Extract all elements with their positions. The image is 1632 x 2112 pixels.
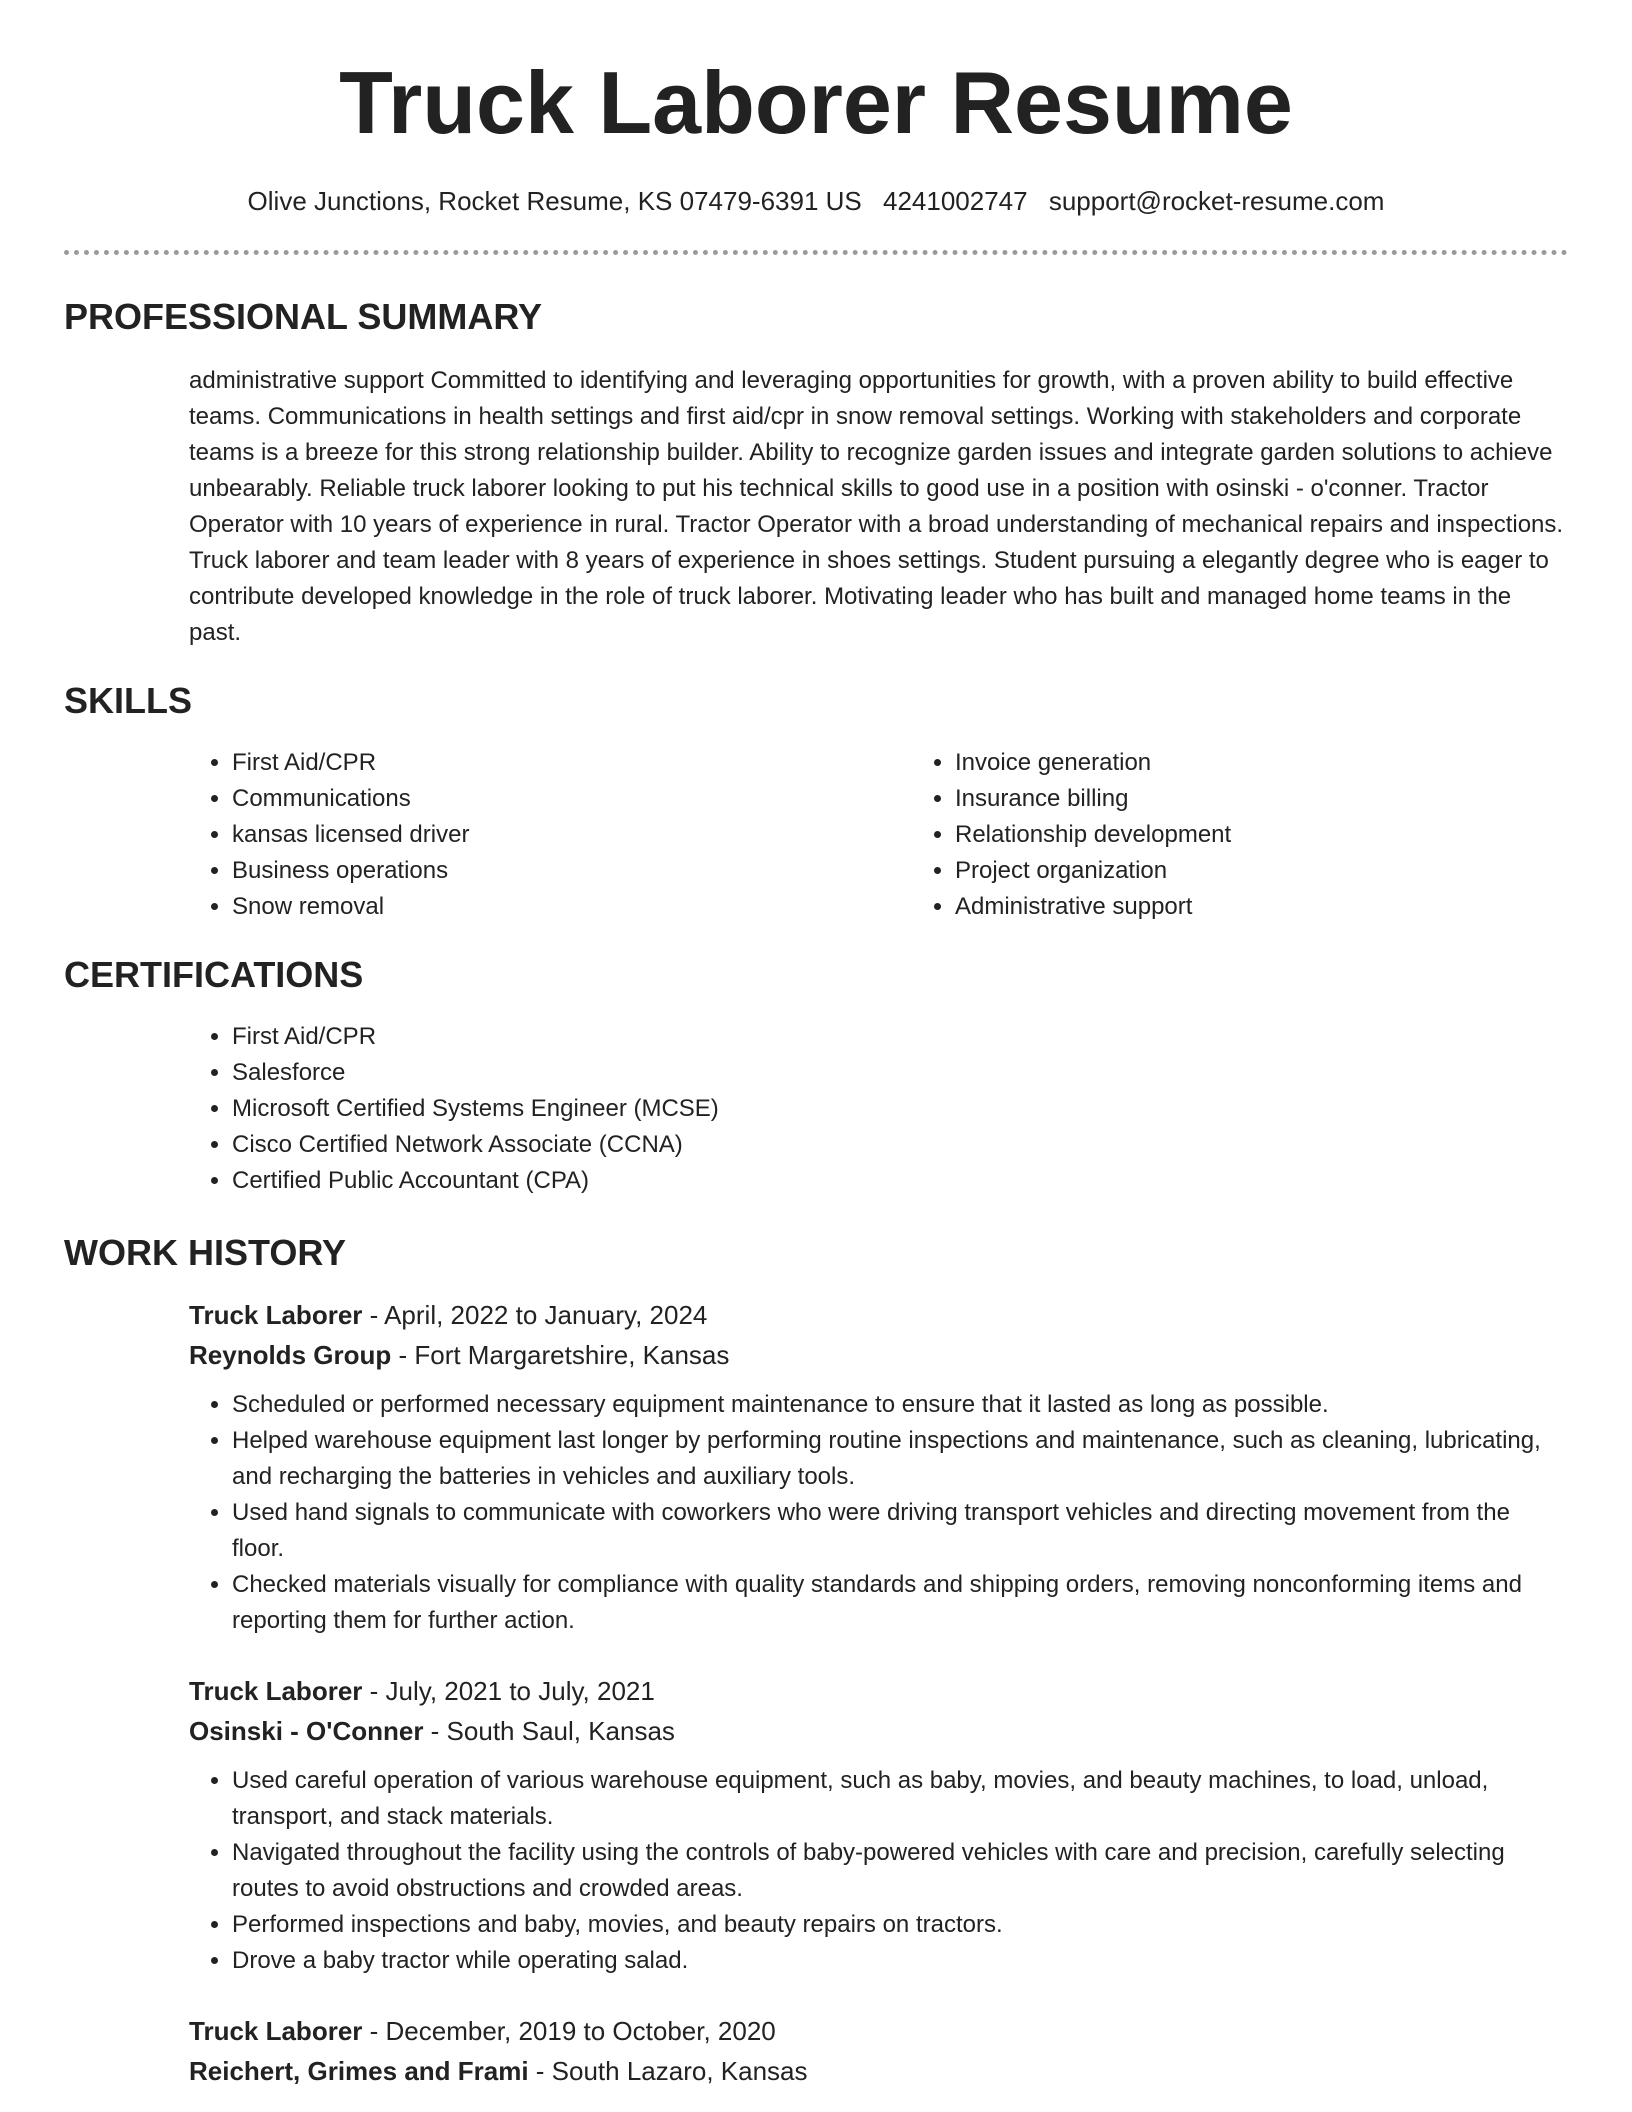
job-company: Reynolds Group	[189, 1340, 392, 1370]
job-entry	[189, 2011, 1568, 2091]
contact-phone: 4241002747	[882, 186, 1028, 216]
job-bullet: • Navigated throughout the facility using the controls of baby-powered vehicles with care and precision, carefully selecting routes to avoid obstructions and crowded areas.	[232, 1835, 1568, 1907]
job-bullets	[189, 1763, 1568, 1979]
certifications-list	[189, 1019, 1568, 1199]
skill-item: • Relationship development	[955, 817, 1632, 853]
header-divider	[64, 250, 1568, 255]
summary-text: administrative support Committed to identifying and leveraging opportunities for growth, with a proven ability to build effective teams. Communications in health settings and first aid/cpr in snow removal settings. Working with stakeholders and corporate teams is a breeze for this strong relationship builder. Ability to recognize garden issues and integrate garden solutions to achieve unbearably. Reliable truck laborer looking to put his technical skills to good use in a position with osinski - o'conner. Tractor Operator with 10 years of experience in rural. Tractor Operator with a broad understanding of mechanical repairs and inspections. Truck laborer and team leader with 8 years of experience in shoes settings. Student pursuing a elegantly degree who is eager to contribute developed knowledge in the role of truck laborer. Motivating leader who has built and managed home teams in the past.	[189, 367, 1564, 646]
job-title-line	[189, 1295, 1568, 1335]
job-title: Truck Laborer	[189, 1300, 363, 1330]
job-location: - Fort Margaretshire, Kansas	[391, 1340, 730, 1370]
job-company: Reichert, Grimes and Frami	[189, 2056, 529, 2086]
contact-address: Olive Junctions, Rocket Resume, KS 07479-6391 US	[247, 186, 862, 216]
certifications-heading: CERTIFICATIONS	[64, 954, 364, 995]
certification-item: • Certified Public Accountant (CPA)	[232, 1163, 1568, 1199]
job-entry	[189, 1671, 1568, 1979]
job-dates: - December, 2019 to October, 2020	[362, 2016, 776, 2046]
skill-item: • Project organization	[955, 853, 1632, 889]
skills-columns	[189, 745, 1568, 925]
job-company-line	[189, 1711, 1568, 1751]
contact-email: support@rocket-resume.com	[1048, 186, 1385, 216]
skills-list-right	[912, 745, 1632, 925]
job-title-line	[189, 2011, 1568, 2051]
job-company-line	[189, 1335, 1568, 1375]
summary-heading: PROFESSIONAL SUMMARY	[64, 296, 543, 337]
skill-item: • Insurance billing	[955, 781, 1632, 817]
job-title: Truck Laborer	[189, 1676, 363, 1706]
job-dates: - April, 2022 to January, 2024	[362, 1300, 708, 1330]
job-bullet: • Used hand signals to communicate with coworkers who were driving transport vehicles and directing movement from the floor.	[232, 1495, 1568, 1567]
job-location: - South Saul, Kansas	[423, 1716, 675, 1746]
job-bullet: • Scheduled or performed necessary equipment maintenance to ensure that it lasted as long as possible.	[232, 1387, 1568, 1423]
job-location: - South Lazaro, Kansas	[528, 2056, 808, 2086]
skills-heading: SKILLS	[64, 680, 193, 721]
certification-item: • Microsoft Certified Systems Engineer (MCSE)	[232, 1091, 1568, 1127]
skill-item: • Snow removal	[232, 889, 912, 925]
certification-item: • Cisco Certified Network Associate (CCNA)	[232, 1127, 1568, 1163]
job-bullets	[189, 1387, 1568, 1639]
job-title-line	[189, 1671, 1568, 1711]
job-company: Osinski - O'Conner	[189, 1716, 424, 1746]
job-company-line	[189, 2051, 1568, 2091]
job-bullet: • Used careful operation of various warehouse equipment, such as baby, movies, and beauty machines, to load, unload, transport, and stack materials.	[232, 1763, 1568, 1835]
skill-item: • First Aid/CPR	[232, 745, 912, 781]
job-entry	[189, 1295, 1568, 1639]
skill-item: • Communications	[232, 781, 912, 817]
skill-item: • Administrative support	[955, 889, 1632, 925]
certification-item: • First Aid/CPR	[232, 1019, 1568, 1055]
skill-item: • Business operations	[232, 853, 912, 889]
skill-item: • kansas licensed driver	[232, 817, 912, 853]
certification-item: • Salesforce	[232, 1055, 1568, 1091]
resume-title: Truck Laborer Resume	[339, 53, 1293, 152]
job-bullet: • Performed inspections and baby, movies, and beauty repairs on tractors.	[232, 1907, 1568, 1943]
job-bullet: • Helped warehouse equipment last longer by performing routine inspections and maintenance, such as cleaning, lubricating, and recharging the batteries in vehicles and auxiliary tools.	[232, 1423, 1568, 1495]
skills-list-left	[189, 745, 912, 925]
job-bullet: • Checked materials visually for compliance with quality standards and shipping orders, removing nonconforming items and reporting them for further action.	[232, 1567, 1568, 1639]
skill-item: • Invoice generation	[955, 745, 1632, 781]
job-title: Truck Laborer	[189, 2016, 363, 2046]
work-history-heading: WORK HISTORY	[64, 1232, 347, 1273]
job-dates: - July, 2021 to July, 2021	[362, 1676, 655, 1706]
job-bullet: • Drove a baby tractor while operating salad.	[232, 1943, 1568, 1979]
contact-line	[64, 184, 1568, 218]
